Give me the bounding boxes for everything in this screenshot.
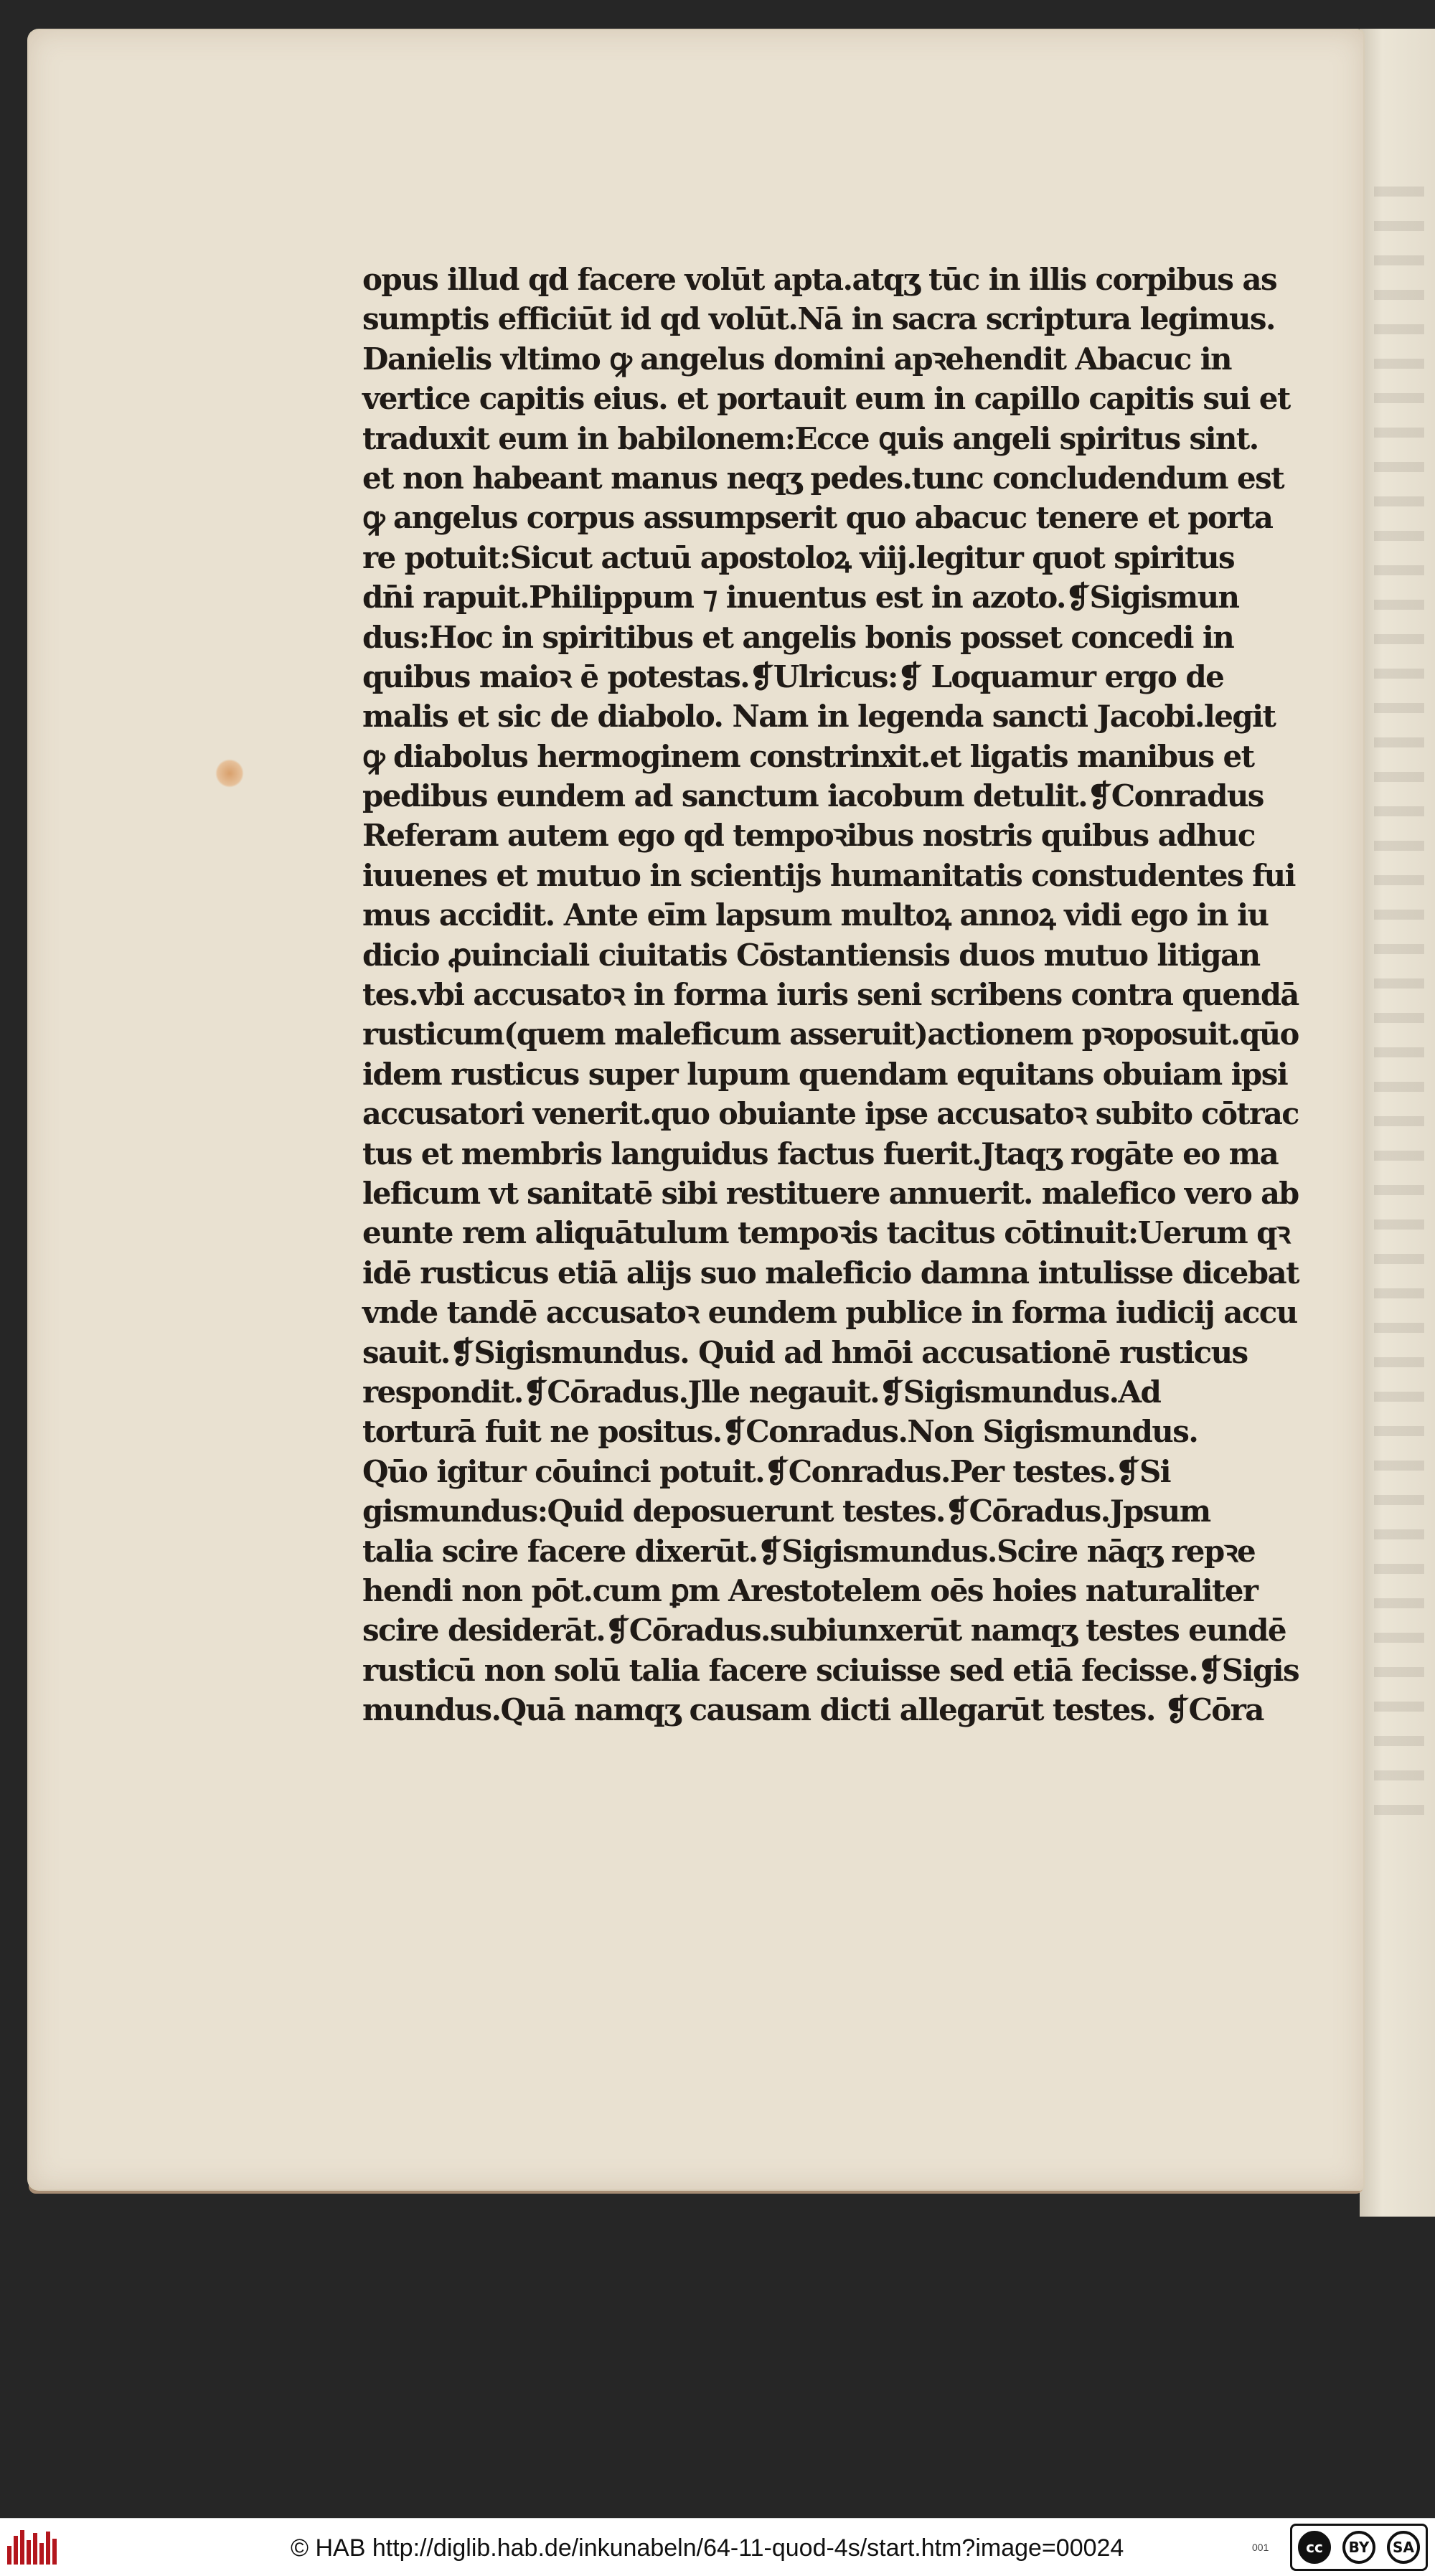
text-line: ꝙ angelus corpus assumpserit quo abacuc tenere et porta [362, 500, 1273, 536]
text-line: hendi non pōt.cum ꝑm Arestotelem oēs hoies naturaliter [362, 1572, 1258, 1608]
adjacent-page-text [1374, 187, 1424, 1836]
text-line: rusticū non solū talia facere sciuisse sed etiā fecisse.❡Sigis [362, 1652, 1299, 1688]
text-line: re potuit:Sicut actuū apostoloꝝ viij.legitur quot spiritus [362, 539, 1235, 575]
text-line: mundus.Quā namqʒ causam dicti allegarūt testes. ❡Cōra [362, 1692, 1264, 1728]
footer-bar [0, 2518, 1435, 2576]
text-line: et non habeant manus neqʒ pedes.tunc concludendum est [362, 460, 1284, 496]
text-line: dus:Hoc in spiritibus et angelis bonis posset concedi in [362, 619, 1234, 655]
text-line: dn̄i rapuit.Philippum ⁊ inuentus est in azoto.❡Sigismun [362, 580, 1239, 615]
text-line: mus accidit. Ante eīm lapsum multoꝝ annoꝝ vidi ego in iu [362, 897, 1269, 933]
text-line: vertice capitis eius. et portauit eum in capillo capitis sui et [362, 381, 1290, 417]
text-line: talia scire facere dixerūt.❡Sigismundus.Scire nāqʒ repꝛe [362, 1533, 1256, 1569]
license-badge[interactable] [1290, 2524, 1428, 2571]
text-line: iuuenes et mutuo in scientijs humanitatis constudentes fui [362, 857, 1295, 893]
text-line: dicio ꝓuinciali ciuitatis Cōstantiensis duos mutuo litigan [362, 937, 1260, 973]
text-line: idē rusticus etiā alijs suo maleficio damna intulisse dicebat [362, 1255, 1299, 1291]
by-icon: BY [1342, 2531, 1375, 2564]
text-line: gismundus:Quid deposuerunt testes.❡Cōradus.Jpsum [362, 1494, 1210, 1529]
text-line: Danielis vltimo ꝙ angelus domini apꝛehendit Abacuc in [362, 341, 1231, 377]
cc-icon: cc [1298, 2531, 1331, 2564]
text-line: Qūo igitur cōuinci potuit.❡Conradus.Per testes.❡Si [362, 1453, 1171, 1489]
text-line: eunte rem aliquātulum tempoꝛis tacitus cōtinuit:Uerum qꝛ [362, 1215, 1290, 1251]
text-line: quibus maioꝛ ē potestas.❡Ulricus:❡ Loquamur ergo de [362, 659, 1224, 694]
foxing-spot [215, 759, 244, 788]
text-line: opus illud qd facere volūt apta.atqʒ tūc in illis corpibus as [362, 262, 1276, 297]
text-line: respondit.❡Cōradus.Jlle negauit.❡Sigismundus.Ad [362, 1374, 1161, 1410]
text-line: scire desiderāt.❡Cōradus.subiunxerūt namqʒ testes eundē [362, 1613, 1286, 1648]
text-line: vnde tandē accusatoꝛ eundem publice in forma iudicij accu [362, 1295, 1297, 1331]
text-line: ꝙ diabolus hermoginem constrinxit.et ligatis manibus et [362, 738, 1254, 774]
citation-link[interactable]: © HAB http://diglib.hab.de/inkunabeln/64-11-quod-4s/start.htm?image=00024 [291, 2534, 1124, 2562]
text-line: malis et sic de diabolo. Nam in legenda sancti Jacobi.legit [362, 699, 1276, 735]
sa-icon: SA [1387, 2531, 1420, 2564]
text-line: pedibus eundem ad sanctum iacobum detulit.❡Conradus [362, 778, 1264, 814]
hab-logo-icon [7, 2530, 63, 2565]
text-line: leficum vt sanitatē sibi restituere annuerit. malefico vero ab [362, 1175, 1299, 1211]
text-line: traduxit eum in babilonem:Ecce ꝗuis angeli spiritus sint. [362, 420, 1258, 456]
text-line: accusatori venerit.quo obuiante ipse accusatoꝛ subito cōtrac [362, 1096, 1299, 1132]
page-marker: 001 [1252, 2542, 1269, 2553]
text-line: rusticum(quem maleficum asseruit)actionem pꝛoposuit.qūo [362, 1016, 1299, 1052]
text-line: tes.vbi accusatoꝛ in forma iuris seni scribens contra quendā [362, 977, 1299, 1013]
text-line: idem rusticus super lupum quendam equitans obuiam ipsi [362, 1056, 1288, 1092]
text-line: sauit.❡Sigismundus. Quid ad hmōi accusationē rusticus [362, 1334, 1248, 1370]
text-block [362, 260, 1299, 1730]
text-line: sumptis efficiūt id qd volūt.Nā in sacra scriptura legimus. [362, 301, 1275, 337]
adjacent-page [1360, 29, 1435, 2217]
text-line: tus et membris languidus factus fuerit.Jtaqʒ rogāte eo ma [362, 1136, 1279, 1171]
text-line: torturā fuit ne positus.❡Conradus.Non Sigismundus. [362, 1414, 1198, 1450]
text-line: Referam autem ego qd tempoꝛibus nostris quibus adhuc [362, 818, 1255, 854]
